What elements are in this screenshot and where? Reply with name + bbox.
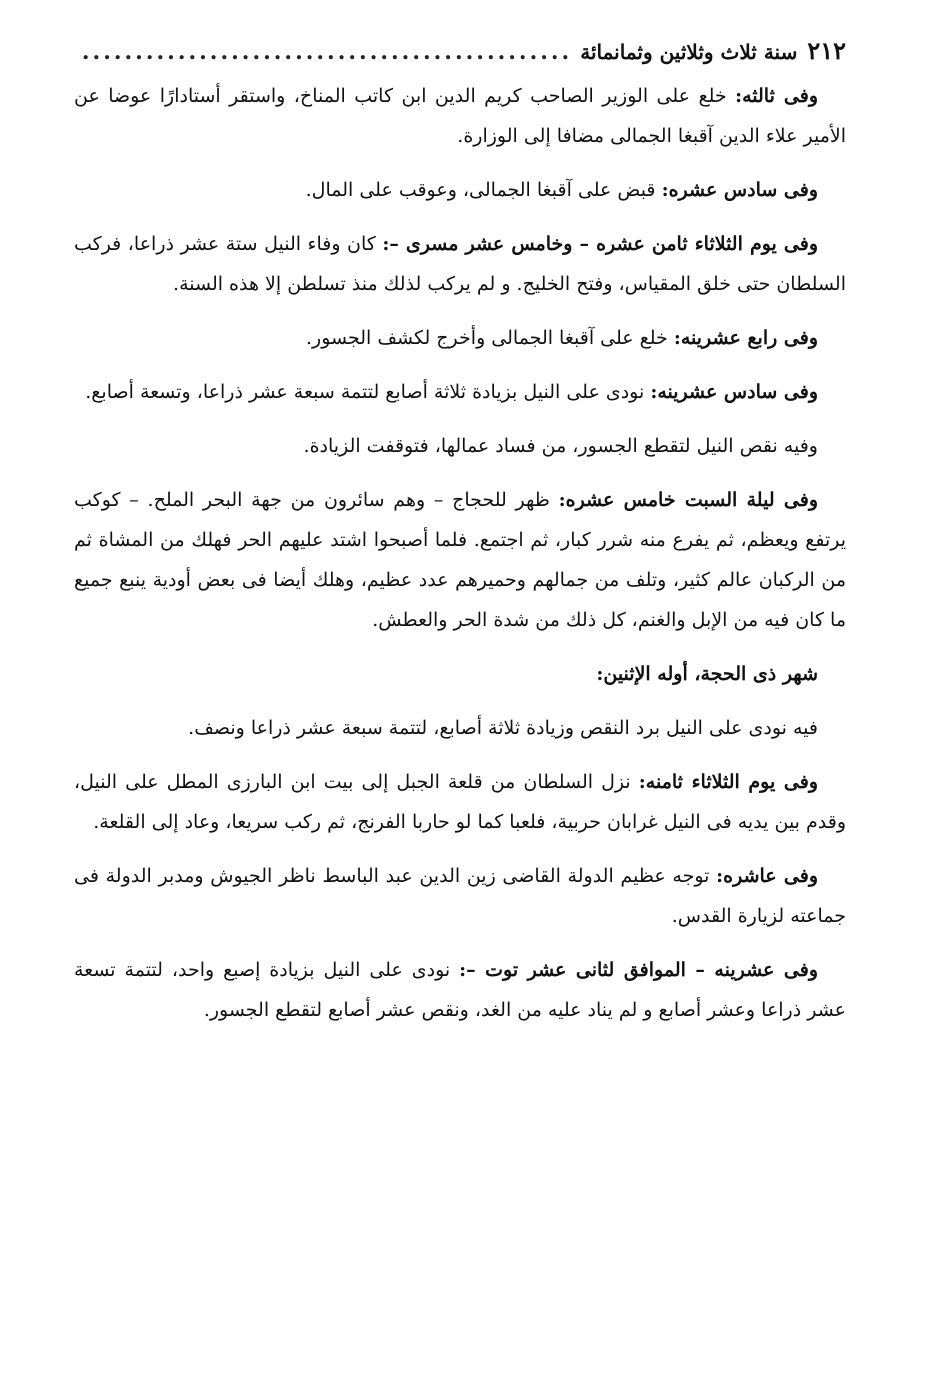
- leader-dots: ..............................................: [82, 39, 573, 65]
- paragraph: [74, 170, 846, 210]
- paragraph-text: نزل السلطان من قلعة الجبل إلى بيت ابن البارزى المطل على النيل، وقدم بين يديه فى النيل غرابان حربية، فلعبا كما لو حاربا الفرنج، ثم ركب سريعا، وعاد إلى القلعة.: [74, 771, 846, 833]
- paragraph: [74, 224, 846, 304]
- paragraph-text: كان وفاء النيل ستة عشر ذراعا، فركب السلطان حتى خلق المقياس، وفتح الخليج. و لم يركب لذلك منذ تسلطن إلا هذه السنة.: [74, 233, 846, 295]
- paragraph-text: نودى على النيل بزيادة إصبع واحد، لتتمة تسعة عشر ذراعا وعشر أصابع و لم يناد عليه من الغد، ونقص عشر أصابع لتقطع الجسور.: [74, 959, 846, 1021]
- paragraph-lead: وفى يوم الثلاثاء ثامن عشره – وخامس عشر مسرى –:: [382, 233, 818, 255]
- paragraph-text: فيه نودى على النيل برد النقص وزيادة ثلاثة أصابع، لتتمة سبعة عشر ذراعا ونصف.: [188, 717, 818, 739]
- paragraph-lead: وفى عاشره:: [716, 865, 818, 887]
- body-text: [74, 76, 846, 1030]
- paragraph-lead: وفى ثالثه:: [735, 85, 818, 107]
- running-head: [74, 36, 846, 76]
- paragraph: [74, 708, 846, 748]
- paragraph: [74, 950, 846, 1030]
- paragraph-text: توجه عظيم الدولة القاضى زين الدين عبد الباسط ناظر الجيوش ومدبر الدولة فى جماعته لزيارة القدس.: [74, 865, 846, 927]
- paragraph-text: خلع على آقبغا الجمالى وأخرج لكشف الجسور.: [306, 327, 674, 349]
- paragraph: [74, 762, 846, 842]
- paragraph: [74, 480, 846, 640]
- paragraph-text: ظهر للحجاج – وهم سائرون من جهة البحر الملح. – كوكب يرتفع ويعظم، ثم يفرع منه شرر كبار، ثم اجتمع. فلما أصبحوا اشتد عليهم الحر فهلك من المشاة ثم من الركبان عالم كثير، وتلف من جمالهم وحميرهم عدد عظيم، وهلك أيضا فى بعض أودية ينبع جميع ما كان فيه من الإبل والغنم، كل ذلك من شدة الحر والعطش.: [74, 489, 846, 631]
- paragraph-lead: وفى عشرينه – الموافق لثانى عشر توت –:: [459, 959, 818, 981]
- paragraph: [74, 318, 846, 358]
- paragraph-lead: وفى سادس عشرينه:: [650, 381, 818, 403]
- paragraph-text: قبض على آقبغا الجمالى، وعوقب على المال.: [305, 179, 662, 201]
- paragraph-lead: وفى ليلة السبت خامس عشره:: [558, 489, 819, 511]
- paragraph-lead: وفى سادس عشره:: [661, 179, 818, 201]
- paragraph-text: نودى على النيل بزيادة ثلاثة أصابع لتتمة سبعة عشر ذراعا، وتسعة أصابع.: [85, 381, 651, 403]
- month-heading: شهر ذى الحجة، أوله الإثنين:: [596, 663, 818, 685]
- paragraph-lead: وفى رابع عشرينه:: [673, 327, 818, 349]
- paragraph: [74, 426, 846, 466]
- running-head-title: سنة ثلاث وثلاثين وثمانمائة: [580, 40, 798, 64]
- paragraph: [74, 372, 846, 412]
- page-number: ٢١٢: [807, 36, 846, 65]
- paragraph: [74, 856, 846, 936]
- paragraph-lead: وفى يوم الثلاثاء ثامنه:: [638, 771, 818, 793]
- paragraph-text: خلع على الوزير الصاحب كريم الدين ابن كاتب المناخ، واستقر أستادارًا عوضا عن الأمير علاء الدين آقبغا الجمالى مضافا إلى الوزارة.: [74, 85, 846, 147]
- paragraph: [74, 76, 846, 156]
- paragraph-text: وفيه نقص النيل لتقطع الجسور، من فساد عمالها، فتوقفت الزيادة.: [303, 435, 818, 457]
